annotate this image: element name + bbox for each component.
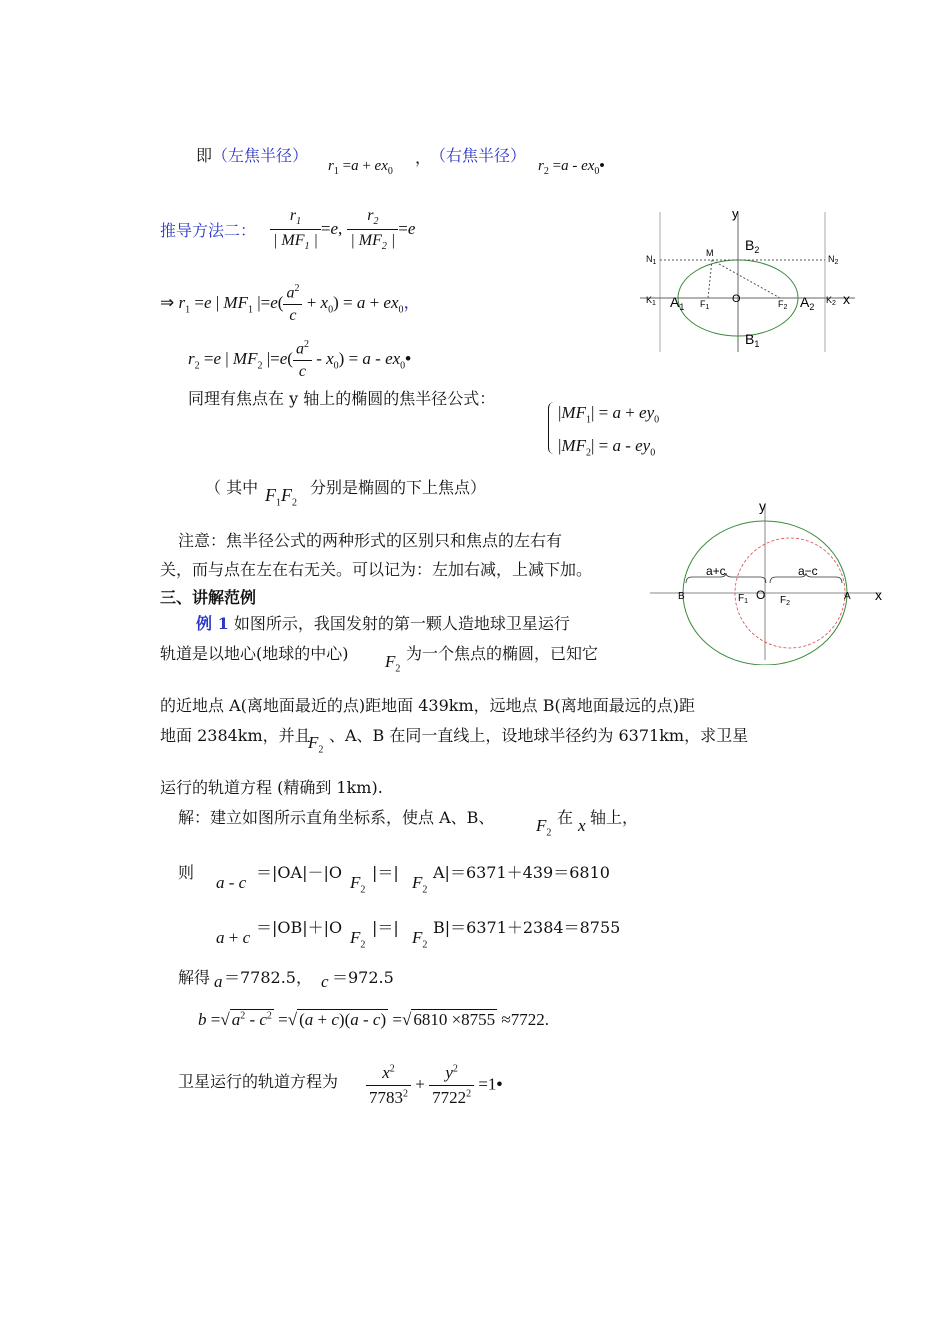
fig1-n1-label: $N_1$ xyxy=(646,254,657,266)
fig1-a2-label: $A_2$ xyxy=(800,294,815,312)
fig1-f2-label: $F_2$ xyxy=(778,299,788,311)
method2-formula: $\frac{r_1}{| MF_1 |}$ =e, $\frac{r_2}{| MF_2 |}$ =e xyxy=(270,207,415,252)
solved-b: ＝7782.5， xyxy=(224,968,312,987)
y-axis-system: $|MF_1| = a + ey_0$ $|MF_2| = a - ey_0$ xyxy=(548,400,659,467)
example1-line2b: 为一个焦点的椭圆，已知它 xyxy=(406,644,599,663)
fig1-m-label: M xyxy=(706,248,714,258)
orbit-label: 卫星运行的轨道方程为 xyxy=(178,1072,339,1091)
fig1-x-label: x xyxy=(843,291,850,307)
fig1-y-label: y xyxy=(732,206,739,221)
fig2-x-label: x xyxy=(875,587,882,603)
orbit-den2: 7722 xyxy=(432,1088,467,1107)
a-symbol: a xyxy=(214,972,223,991)
f1f2-symbol: $F_1F_2$ xyxy=(265,485,297,509)
derivation-r1: ⇒ $r_1 =e$ | $MF_1$ |=e( $\frac{a^2}{c}$ + $x_0) = a + ex_0$， xyxy=(160,283,421,325)
f2-symbol: $F_2$ xyxy=(350,873,366,896)
example1-line4a: 地面 2384km，并且 xyxy=(160,726,311,745)
f2-symbol: $F_2$ xyxy=(308,733,324,756)
solution-intro-b: 在 xyxy=(557,808,574,827)
eq2-a: ＝|OB|＋|O xyxy=(256,918,343,937)
fig2-f1-label: $F_1$ xyxy=(738,593,749,605)
solution-intro-c: 轴上， xyxy=(590,808,639,827)
fig2-f2-label: $F_2$ xyxy=(780,595,791,607)
eq1-a: ＝|OA|－|O xyxy=(256,863,342,882)
a-plus-c-brace xyxy=(686,573,766,583)
fig1-b2-label: $B_2$ xyxy=(745,237,760,255)
solved-c: ＝972.5 xyxy=(332,968,394,987)
ji-text: 即 xyxy=(196,146,213,165)
c-symbol: c xyxy=(321,972,329,991)
fig1-k2-label: $K_2$ xyxy=(826,295,836,307)
r1-formula: $r_1 =a + ex_0$ xyxy=(328,158,393,177)
example1-line3: 的近地点 A(离地面最近的点)距地面 439km，远地点 B(离地面最远的点)距 xyxy=(160,696,695,715)
fig1-k1-label: $K_1$ xyxy=(646,295,656,307)
y-axis-intro: 同理有焦点在 y 轴上的椭圆的焦半径公式： xyxy=(188,389,496,408)
eq1-b: |＝| xyxy=(372,863,399,882)
a-minus-c: a - c xyxy=(216,873,247,892)
example1-label: 例 1 xyxy=(196,614,229,633)
fig2-a-label: A xyxy=(844,591,851,602)
where-note-text: 分别是椭圆的下上焦点） xyxy=(310,478,487,497)
fig2-a-minus-c: a−c xyxy=(798,564,818,578)
left-focal-label: （左焦半径） xyxy=(212,146,309,165)
fig1-n2-label: $N_2$ xyxy=(828,254,839,266)
example1-line4b: 、A、B 在同一直线上，设地球半径约为 6371km，求卫星 xyxy=(329,726,749,745)
eq2-c: B|＝6371＋2384＝8755 xyxy=(433,918,621,937)
f2-symbol: $F_2$ xyxy=(412,928,428,951)
attention-line1: 注意：焦半径公式的两种形式的区别只和焦点的左右有 xyxy=(178,531,563,550)
ellipse-directrix-figure xyxy=(640,200,870,360)
fig2-y-label: y xyxy=(759,498,766,514)
solution-intro-a: 解：建立如图所示直角坐标系，使点 A、B、 xyxy=(178,808,495,827)
example1-text1: 如图所示，我国发射的第一颗人造地球卫星运行 xyxy=(233,614,570,633)
where-note-open: （ 其中 xyxy=(205,478,259,497)
fig1-a1-label: $A_1$ xyxy=(670,294,685,312)
f2-symbol: $F_2$ xyxy=(536,816,552,839)
fig1-o-label: O xyxy=(732,293,741,305)
example1-line1 xyxy=(196,611,570,634)
orbit-den1: 7783 xyxy=(369,1088,403,1107)
fig1-f1-label: $F_1$ xyxy=(700,299,710,311)
eq1-c: A|＝6371＋439＝6810 xyxy=(433,863,610,882)
line1-comma: ， xyxy=(415,148,432,167)
eq2-b: |＝| xyxy=(372,918,399,937)
r2-formula: $r_2 =a$ - $ex_0•$ xyxy=(538,158,605,177)
fig2-b-label: B xyxy=(678,591,685,602)
f2-symbol: $F_2$ xyxy=(412,873,428,896)
fig2-a-plus-c: a+c xyxy=(706,564,726,578)
example1-line2a: 轨道是以地心(地球的中心) xyxy=(160,644,349,663)
f2-symbol: $F_2$ xyxy=(350,928,366,951)
line-focal-radius xyxy=(196,143,308,166)
a-plus-c: a + c xyxy=(216,928,251,947)
fig2-o-label: O xyxy=(756,588,766,602)
solved-a: 解得 xyxy=(178,968,211,987)
then-word: 则 xyxy=(178,863,195,882)
mf1-line xyxy=(708,260,712,298)
section-title: 三、讲解范例 xyxy=(160,588,257,607)
f2-symbol: $F_2$ xyxy=(385,652,401,675)
orbit-equation: $\frac{x^2}{7783^2}$ + $\frac{y^2}{7722^2}$ =1• xyxy=(366,1063,502,1108)
method2-label: 推导方法二： xyxy=(160,221,257,240)
derivation-r2: $r_2 =e$ | $MF_2$ |=e( $\frac{a^2}{c}$ - $x_0) = a$ - $ex_0•$ xyxy=(188,339,412,381)
attention-line2: 关，而与点在左在右无关。可以记为：左加右减，上减下加。 xyxy=(160,560,593,579)
x-symbol: x xyxy=(578,816,586,835)
right-focal-label: （右焦半径） xyxy=(430,146,527,165)
fig1-b1-label: $B_1$ xyxy=(745,331,760,349)
example1-line5: 运行的轨道方程 (精确到 1km). xyxy=(160,778,383,797)
b-formula: b =√ $a^2 - c^2$ =√ (a + c)(a - c) =√ 6810 ×8755 ≈7722. xyxy=(198,1010,549,1029)
b-result: ≈7722 xyxy=(501,1010,545,1029)
satellite-orbit-figure xyxy=(650,495,890,665)
